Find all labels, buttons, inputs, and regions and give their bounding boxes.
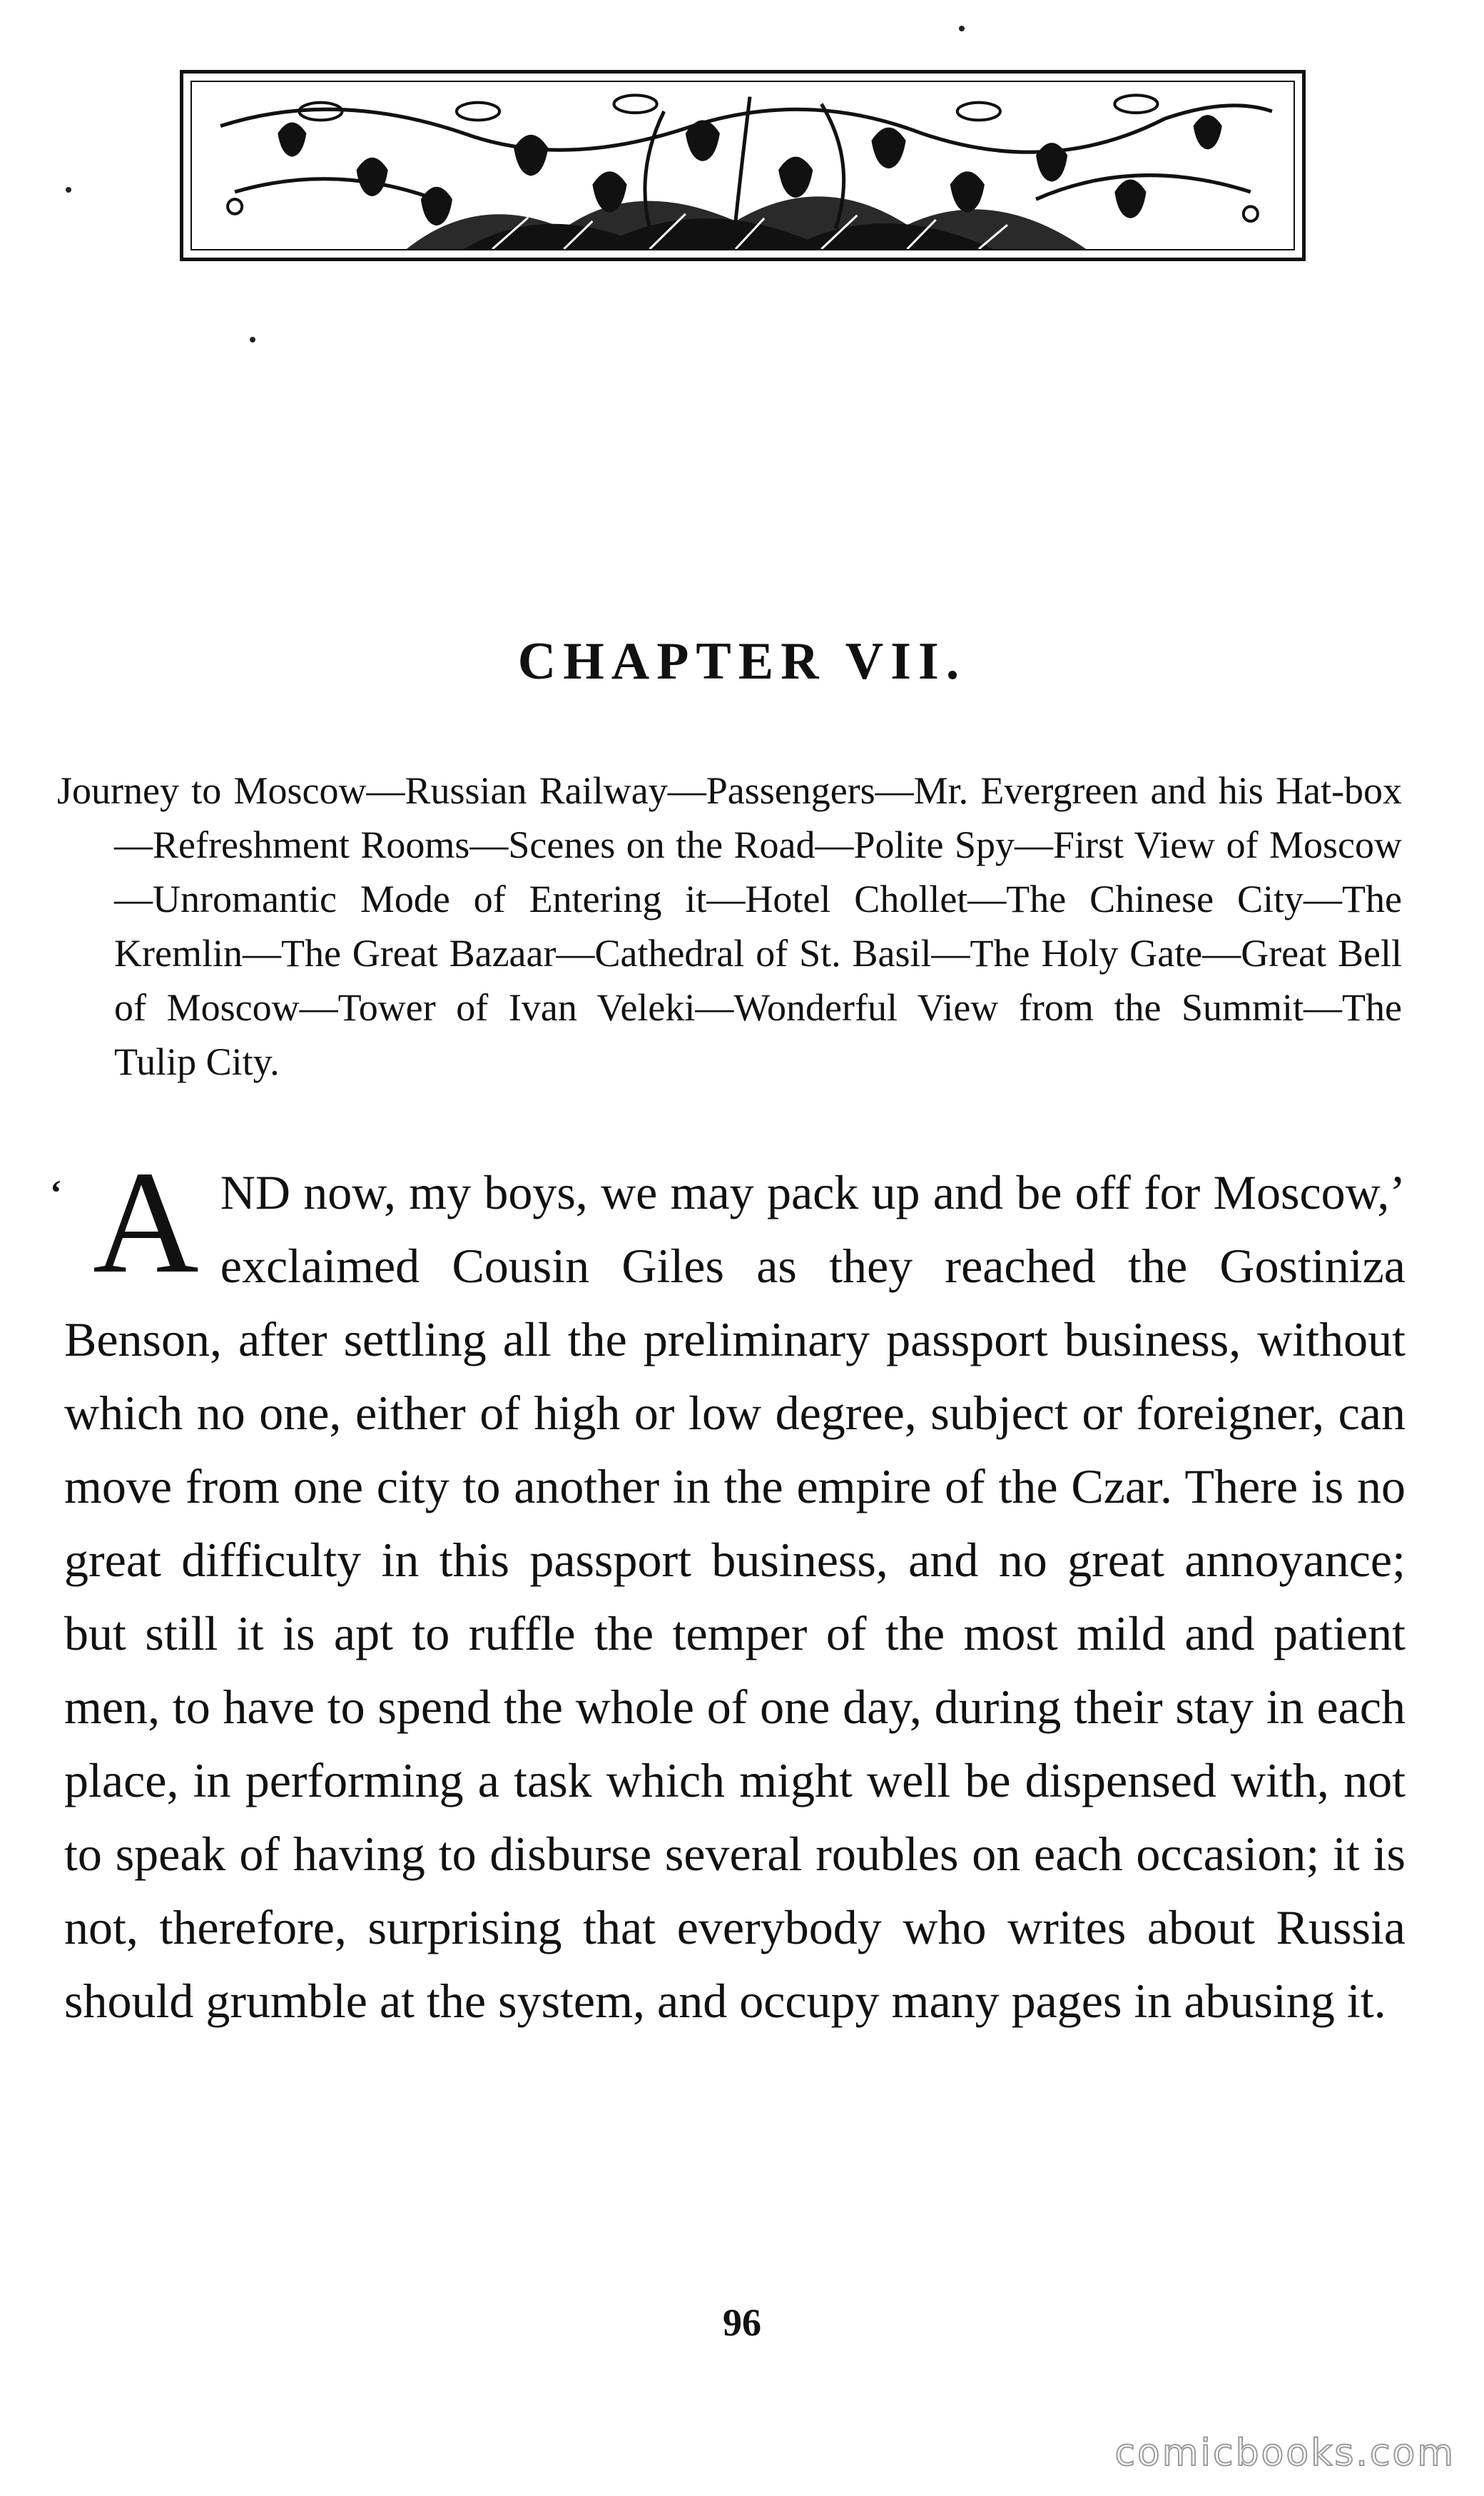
body-paragraph (50, 1140, 1406, 2038)
body-text: ND now, my boys, we may pack up and be off for Moscow,’ exclaimed Cousin Giles as they reached the Gostiniza Benson, after settling all the preliminary passport business, without which no one, either of high or low degree, subject or foreigner, can move from one city to another in the empire of the Czar. There is no great difficulty in this passport business, and no great annoyance; but still it is apt to ruffle the temper of the most mild and patient men, to have to spend the whole of one day, during their stay in each place, in performing a task which might well be dispensed with, not to speak of having to disburse several roubles on each occasion; it is not, therefore, surprising that everybody who writes about Russia should grumble at the system, and occupy many pages in abusing it. (64, 1165, 1406, 2028)
page-number: 96 (723, 2301, 761, 2344)
header-vignette (180, 70, 1306, 261)
bellflower-vignette-icon (192, 82, 1294, 249)
chapter-summary-text: Journey to Moscow—Russian Railway—Passengers—Mr. Evergreen and his Hat-box—Refreshment Rooms—Scenes on the Road—Polite Spy—First View of Moscow—Unromantic Mode of Entering it—Hotel Chollet—The Chinese City—The Kremlin—The Great Bazaar—Cathedral of St. Basil—The Holy Gate—Great Bell of Moscow—Tower of Ivan Veleki—Wonderful View from the Summit—The Tulip City. (57, 769, 1402, 1083)
watermark: comicbooks.com (1114, 2432, 1455, 2475)
ink-speck (959, 26, 965, 31)
chapter-title: CHAPTER VII. (517, 632, 967, 691)
ink-speck (250, 337, 255, 343)
chapter-summary (57, 763, 1402, 1089)
opening-quote: ‘ (50, 1172, 62, 1212)
drop-cap: A (93, 1140, 199, 1304)
ink-speck (66, 187, 71, 193)
